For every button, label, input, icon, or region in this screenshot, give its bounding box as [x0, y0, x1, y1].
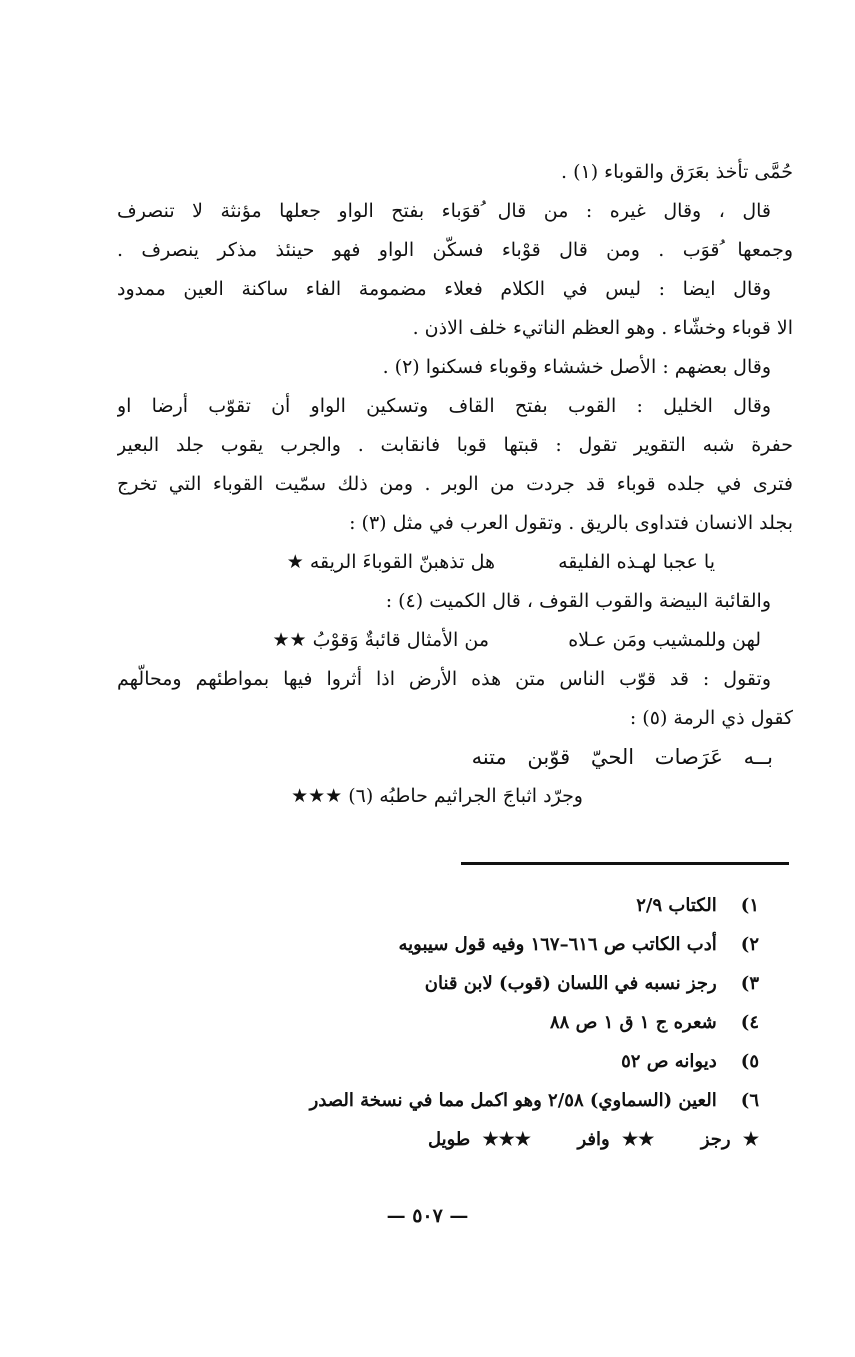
text-line: حفرة شبه التقوير تقول : قبتها قوبا فانقابت . والجرب يقوب جلد البعير: [117, 434, 793, 456]
footnote-item: [139, 1003, 759, 1042]
footnote-number: ٣): [740, 973, 759, 994]
verse-hemistich-first: لهن وللمشيب ومَن عـلاه: [568, 629, 761, 651]
meter-rajaz: ★ رجز: [700, 1129, 759, 1150]
text-line: وقال الخليل : القوب بفتح القاف وتسكين الواو أن تقوّب أرضا او: [117, 395, 771, 417]
text-line: حُمَّى تأخذ بعَرَق والقوباء (١) .: [560, 161, 793, 183]
footnote-item: [139, 1081, 759, 1120]
text-line: كقول ذي الرمة (٥) :: [629, 707, 793, 729]
footnote-text: رجز نسبه في اللسان (قوب) لابن قنان: [424, 973, 717, 994]
footnote-text: ديوانه ص ٥٢: [621, 1051, 717, 1072]
text-line: وجمعها ُقوَب . ومن قال قوْباء فسكّن الواو فهو حينئذ مذكر ينصرف .: [117, 239, 793, 261]
footnote-item: [139, 1042, 759, 1081]
footnote-text: العين (السماوي) ٢/٥٨ وهو اكمل مما في نسخة الصدر: [309, 1090, 717, 1111]
footnote-separator: [461, 862, 789, 865]
text-line: وقال بعضهم : الأصل خششاء وقوباء فسكنوا (٢) .: [382, 356, 771, 378]
page-number: — ٥٠٧ —: [386, 1205, 469, 1227]
footnote-number: ٥): [740, 1051, 759, 1072]
footnotes: [139, 886, 759, 1159]
footnote-number: ١): [740, 895, 759, 916]
footnote-item: [139, 925, 759, 964]
footnote-item: [139, 964, 759, 1003]
footnote-item: [139, 886, 759, 925]
footnote-number: ٢): [740, 934, 759, 955]
meter-legend: [139, 1120, 759, 1159]
verse-rajaz: [117, 543, 793, 582]
text-line: وقال ايضا : ليس في الكلام فعلاء مضمومة الفاء ساكنة العين ممدود: [117, 278, 771, 300]
verse-wafir: [117, 621, 793, 660]
meter-tawil: ★★★ طويل: [427, 1129, 531, 1150]
footnote-text: أدب الكاتب ص ٦١٦–١٦٧ وفيه قول سيبويه: [398, 934, 717, 955]
meter-wafir: ★★ وافر: [577, 1129, 655, 1150]
verse-hemistich-second: من الأمثال قائبةٌ وَقوْبُ ★★: [272, 629, 489, 651]
text-line: والقائبة البيضة والقوب القوف ، قال الكميت (٤) :: [385, 590, 771, 612]
verse-tawil-first: بــه عَرَصات الحيّ قوّبن متنه: [471, 745, 773, 769]
text-line: فترى في جلده قوباء قد جردت من الوبر . ومن ذلك سمّيت القوباء التي تخرج: [117, 473, 793, 495]
footnote-text: شعره ج ١ ق ١ ص ٨٨: [549, 1012, 717, 1033]
text-line: الا قوباء وخشّاء . وهو العظم الناتيء خلف الاذن .: [412, 317, 793, 339]
footnote-number: ٤): [740, 1012, 759, 1033]
text-line: وتقول : قد قوّب الناس متن هذه الأرض اذا أثروا فيها بمواطئهم ومحالّهم: [117, 668, 771, 690]
footnote-number: ٦): [740, 1090, 759, 1111]
verse-hemistich-first: يا عجبا لهـذه الفليقه: [558, 551, 715, 573]
main-text: [117, 153, 793, 816]
verse-tawil-second: وجرّد اثباجَ الجراثيم حاطبُه (٦) ★★★: [291, 785, 583, 807]
footnote-text: الكتاب ٢/٩: [636, 895, 717, 916]
text-line: قال ، وقال غيره : من قال ُقوَباء بفتح الواو جعلها مؤنثة لا تنصرف: [117, 200, 771, 222]
verse-hemistich-second: هل تذهبنّ القوباءَ الريقه ★: [286, 551, 495, 573]
text-line: بجلد الانسان فتداوى بالريق . وتقول العرب في مثل (٣) :: [349, 512, 793, 534]
